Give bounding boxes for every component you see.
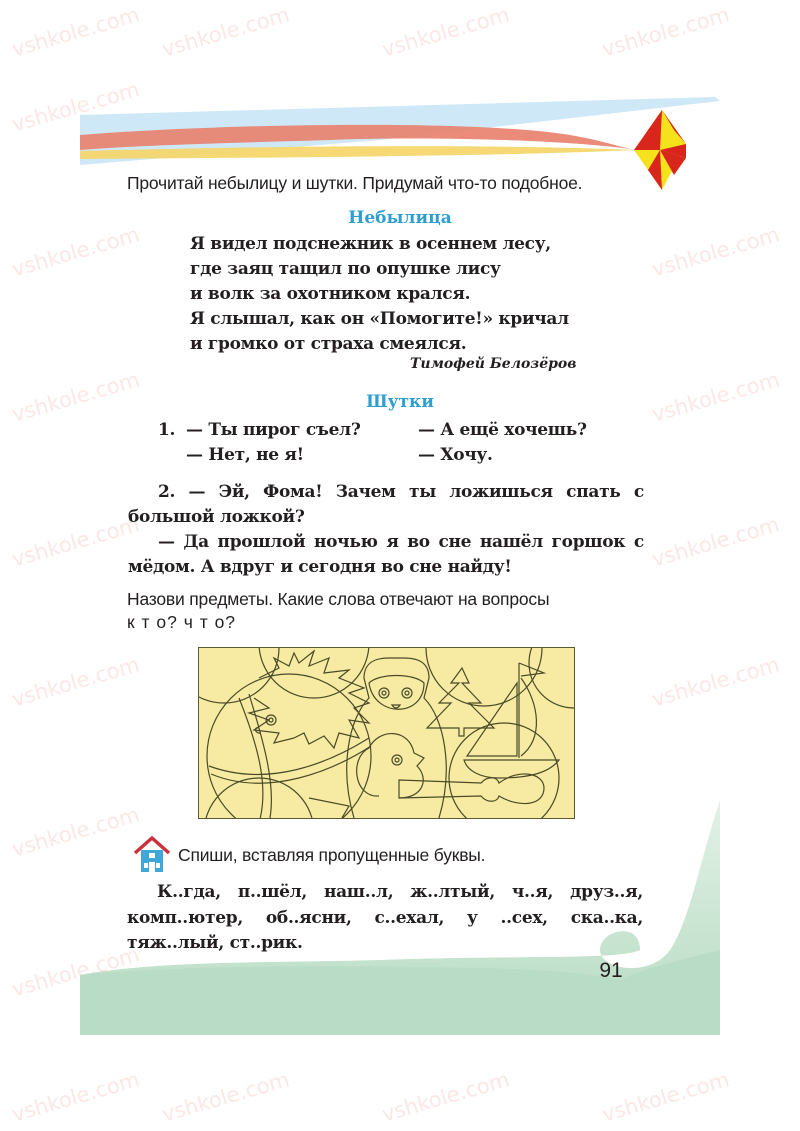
watermark: vshkole.com (599, 1067, 733, 1127)
watermark: vshkole.com (599, 2, 733, 62)
watermark: vshkole.com (9, 367, 143, 427)
watermark: vshkole.com (159, 1067, 293, 1127)
poem-line: и громко от страха смеялся. (190, 334, 467, 354)
poem-line: Я слышал, как он «Помогите!» кричал (190, 309, 569, 329)
joke-number-spacer (128, 443, 186, 468)
watermark: vshkole.com (159, 2, 293, 62)
watermark: vshkole.com (9, 652, 143, 712)
joke1-row (128, 418, 644, 443)
outline-drawing (199, 648, 574, 818)
homework-exercise: К..гда, п..шёл, наш..л, ж..лтый, ч..я, друз..я, комп..ютер, об..ясни, с..ехал, у ..сех, ска..ка, тяж..лый, ст..рик. (127, 882, 643, 953)
watermark: vshkole.com (9, 77, 143, 137)
tall-tale-title: Небылица (348, 208, 452, 228)
joke2-line: — Да прошлой ночью я во сне нашёл горшок с мёдом. А вдруг и сегодня во сне найду! (128, 532, 644, 577)
homework-instruction: Спиши, вставляя пропущенные буквы. (178, 845, 486, 865)
jokes-title: Шутки (366, 392, 434, 412)
house-icon (132, 835, 172, 873)
watermark: vshkole.com (9, 512, 143, 572)
task-text: Назови предметы. Какие слова отвечают на вопросы (127, 589, 550, 609)
task-questions: к т о? ч т о? (127, 612, 237, 632)
watermark: vshkole.com (649, 652, 783, 712)
watermark: vshkole.com (9, 2, 143, 62)
fir-tree-outline (427, 668, 494, 736)
poem-line: Я видел подснежник в осеннем лесу, (190, 234, 551, 254)
tall-tale-poem (190, 232, 569, 357)
jokes-title-wrap (0, 392, 800, 412)
watermark: vshkole.com (379, 2, 513, 62)
watermark: vshkole.com (649, 222, 783, 282)
joke1-line: — А ещё хочешь? (418, 420, 587, 440)
sailboat-outline (464, 663, 559, 778)
kite-icon (634, 110, 686, 190)
duck-outline (357, 734, 424, 798)
watermark: vshkole.com (379, 1067, 513, 1127)
watermark: vshkole.com (649, 512, 783, 572)
ball-outline (207, 674, 371, 818)
hidden-objects-picture (198, 647, 575, 819)
joke1-line: — Нет, не я! (186, 445, 304, 465)
poem-author: Тимофей Белозёров (410, 356, 577, 372)
joke-number: 1. (158, 420, 176, 440)
watermark: vshkole.com (9, 802, 143, 862)
tall-tale-title-wrap (0, 208, 800, 228)
joke1-row (128, 443, 644, 468)
watermark: vshkole.com (9, 942, 143, 1002)
poem-line: где заяц тащил по опушке лису (190, 259, 501, 279)
watermark: vshkole.com (649, 367, 783, 427)
instruction-read: Прочитай небылицу и шутки. Придумай что-то подобное. (127, 173, 583, 193)
task-name-objects (127, 588, 643, 634)
page-number: 91 (599, 959, 623, 982)
poem-line: и волк за охотником крался. (190, 284, 471, 304)
joke1-line: — Хочу. (418, 445, 493, 465)
joke1-line: — Ты пирог съел? (186, 420, 361, 440)
watermark: vshkole.com (9, 1067, 143, 1127)
watermark: vshkole.com (9, 222, 143, 282)
joke2-line: 2. — Эй, Фома! Зачем ты ложишься спать с большой ложкой? (128, 482, 644, 527)
jokes-body (128, 418, 644, 580)
